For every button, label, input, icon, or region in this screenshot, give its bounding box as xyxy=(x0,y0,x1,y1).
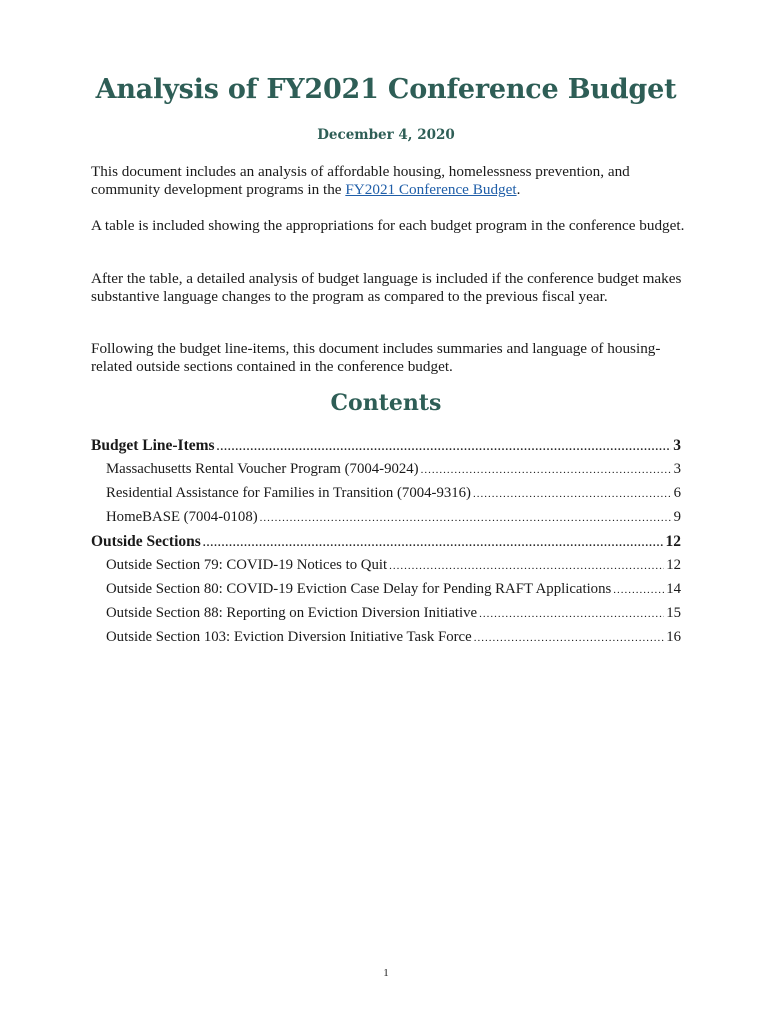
toc-entry-page: 6 xyxy=(673,485,681,501)
contents-heading: Contents xyxy=(330,390,442,416)
toc-entry-raft[interactable] xyxy=(91,485,681,509)
document-page xyxy=(91,0,685,1024)
intro-paragraph-1-text: This document includes an analysis of affordable housing, homelessness prevention, and community development programs in the xyxy=(91,163,630,198)
document-title: Analysis of FY2021 Conference Budget xyxy=(95,74,677,105)
toc-entry-label: Outside Section 88: Reporting on Eviction Diversion Initiative xyxy=(106,605,478,621)
intro-paragraph-3: After the table, a detailed analysis of budget language is included if the conference budget makes substantive language changes to the program as compared to the previous fiscal year. xyxy=(91,270,682,305)
toc-entry-label: Outside Section 79: COVID-19 Notices to Quit xyxy=(106,557,388,573)
toc-entry-label: Outside Section 80: COVID-19 Eviction Case Delay for Pending RAFT Applications xyxy=(106,581,612,597)
toc-entry-page: 3 xyxy=(673,461,681,477)
page-number: 1 xyxy=(383,967,389,979)
toc-leader-dots xyxy=(389,560,664,572)
toc-leader-dots xyxy=(473,488,672,500)
toc-leader-dots xyxy=(613,584,664,596)
toc-entry-page: 15 xyxy=(666,605,681,621)
toc-leader-dots xyxy=(421,464,672,476)
toc-entry-section-88[interactable] xyxy=(91,605,681,629)
intro-paragraph-1-end: . xyxy=(516,181,521,198)
intro-paragraph-4: Following the budget line-items, this document includes summaries and language of housing-related outside sections contained in the conference budget. xyxy=(91,340,661,375)
toc-entry-page: 12 xyxy=(665,533,681,550)
toc-leader-dots xyxy=(474,632,665,644)
toc-entry-outside-sections[interactable] xyxy=(91,533,681,557)
toc-entry-label: Outside Sections xyxy=(91,533,201,550)
toc-entry-label: Budget Line-Items xyxy=(91,437,215,454)
toc-leader-dots xyxy=(203,537,664,549)
table-of-contents xyxy=(91,437,681,653)
intro-paragraph-2: A table is included showing the appropriations for each budget program in the conference budget. xyxy=(91,217,685,234)
toc-entry-label: HomeBASE (7004-0108) xyxy=(106,509,258,525)
toc-entry-page: 12 xyxy=(666,557,681,573)
toc-leader-dots xyxy=(260,512,672,524)
toc-leader-dots xyxy=(479,608,664,620)
toc-entry-section-103[interactable] xyxy=(91,629,681,653)
toc-entry-budget-line-items[interactable] xyxy=(91,437,681,461)
toc-entry-section-80[interactable] xyxy=(91,581,681,605)
toc-entry-label: Outside Section 103: Eviction Diversion Initiative Task Force xyxy=(106,629,472,645)
conference-budget-link[interactable]: FY2021 Conference Budget xyxy=(345,181,517,198)
toc-entry-page: 9 xyxy=(673,509,681,525)
intro-paragraph-1 xyxy=(91,163,686,199)
toc-entry-homebase[interactable] xyxy=(91,509,681,533)
toc-entry-label: Massachusetts Rental Voucher Program (7004-9024) xyxy=(106,461,419,477)
toc-entry-label: Residential Assistance for Families in Transition (7004-9316) xyxy=(106,485,471,501)
toc-entry-mrvp[interactable] xyxy=(91,461,681,485)
toc-entry-page: 16 xyxy=(666,629,681,645)
toc-entry-page: 14 xyxy=(666,581,681,597)
toc-entry-page: 3 xyxy=(673,437,681,454)
document-date: December 4, 2020 xyxy=(317,127,455,143)
toc-entry-section-79[interactable] xyxy=(91,557,681,581)
toc-leader-dots xyxy=(217,441,672,453)
